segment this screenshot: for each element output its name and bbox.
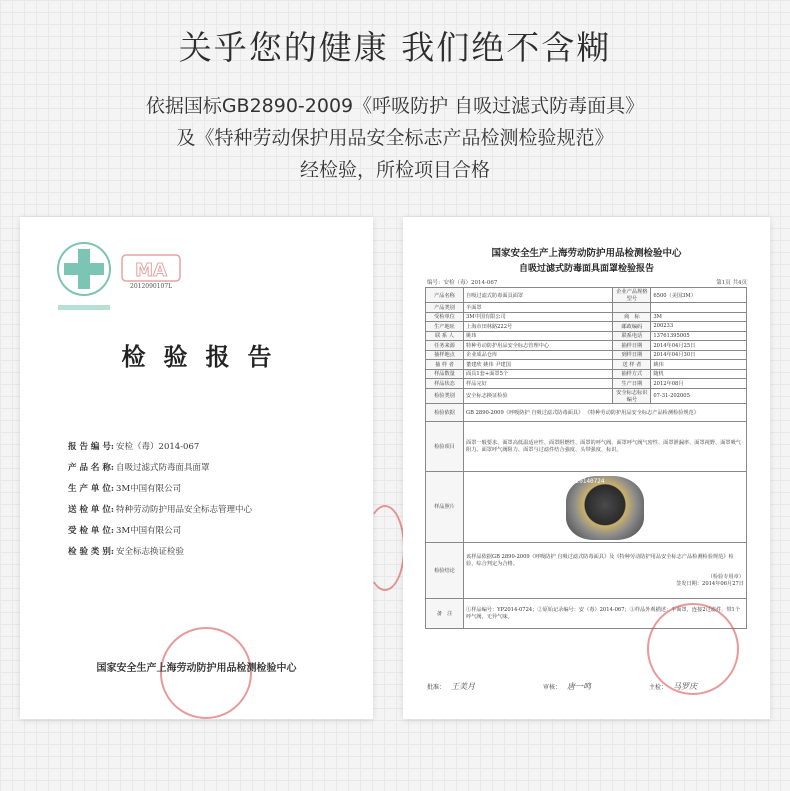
field-value: 姚伟	[651, 360, 747, 370]
field-label	[613, 303, 651, 313]
cover-field: 检 验 类 别: 安全标志换证检验	[68, 547, 185, 557]
field-label: 产品类别	[426, 303, 464, 313]
cover-field: 送 检 单 位: 特种劳动防护用品安全标志管理中心	[68, 505, 253, 515]
field-label: 生产日期	[613, 379, 651, 389]
field-label: 产品名称	[426, 288, 464, 303]
reviewer-signature: 审核： 唐一鸣	[543, 682, 592, 691]
field-label: 抽样地点	[426, 350, 464, 360]
safety-cross-seal-icon	[54, 237, 114, 317]
table-row	[426, 379, 747, 389]
report-number: 编号：安检（毒）2014-067	[427, 280, 498, 286]
table-row: 检验结论 该样品依据GB 2890-2009《呼吸防护 自吸过滤式防毒面具》及《特种劳动防护用品安全标志产品检测检验规范》检验，综合判定为合格。 （检验专用章） 签发日期：2014年06月27日	[426, 542, 747, 598]
partial-seal-stamp	[365, 505, 405, 591]
field-label: 到样日期	[613, 350, 651, 360]
field-value: 自吸过滤式防毒面具面罩	[464, 288, 613, 303]
form-meta	[427, 278, 747, 286]
field-value: 3M	[651, 312, 747, 322]
table-row	[426, 312, 747, 322]
inspection-report-form	[403, 217, 770, 719]
report-cover-page	[20, 217, 373, 719]
field-value: 2014年04月30日	[651, 350, 747, 360]
cover-field: 生 产 单 位: 3M中国有限公司	[68, 484, 182, 494]
field-value: 姚玮	[464, 331, 613, 341]
field-value: 13761395005	[651, 331, 747, 341]
field-label: 样品数量	[426, 369, 464, 379]
field-value: 07-31-202005	[651, 388, 747, 403]
field-value: 安全标志换证检验	[464, 388, 613, 403]
field-label: 检验类别	[426, 388, 464, 403]
cover-title: 检验报告	[121, 342, 290, 371]
sample-photo	[466, 472, 744, 542]
photo-tag: P20140724	[572, 477, 605, 485]
field-label: 抽样日期	[613, 341, 651, 351]
cover-issuer: 国家安全生产上海劳动防护用品检测检验中心	[96, 663, 297, 674]
conclusion-text: 该样品依据GB 2890-2009《呼吸防护 自吸过滤式防毒面具》及《特种劳动防护用品安全标志产品检测检验规范》检验，综合判定为合格。	[466, 554, 734, 567]
field-value: 样品完好	[464, 379, 613, 389]
field-label: 联系电话	[613, 331, 651, 341]
field-label: 安全标志标识编号	[613, 388, 651, 403]
cover-field-list	[68, 437, 252, 563]
field-value	[651, 303, 747, 313]
field-label: 受检单位	[426, 312, 464, 322]
table-row	[426, 303, 747, 313]
field-value: 面具1套+面罩5个	[464, 369, 613, 379]
ma-certification-logo	[120, 251, 182, 285]
respirator-mask-image	[566, 476, 644, 540]
field-label: 抽 样 者	[426, 360, 464, 370]
field-value: 上海市田林路222号	[464, 322, 613, 332]
hero-line-2: 及《特种劳动保护用品安全标志产品检测检验规范》	[176, 127, 614, 149]
table-row	[426, 388, 747, 403]
hero-title: 关乎您的健康 我们绝不含糊	[178, 28, 612, 67]
table-row	[426, 369, 747, 379]
table-row	[426, 360, 747, 370]
field-label: 商 标	[613, 312, 651, 322]
table-row	[426, 322, 747, 332]
cover-field: 报 告 编 号: 安检（毒）2014-067	[68, 442, 200, 452]
certification-code: 2012090107L	[130, 283, 173, 290]
field-label: 邮政编码	[613, 322, 651, 332]
table-row: 样品照片 P20140724	[426, 471, 747, 542]
field-value: 半面罩	[464, 303, 613, 313]
field-value: 3M中国有限公司	[464, 312, 613, 322]
ma-logo-text: MA	[135, 260, 167, 281]
cover-field: 受 检 单 位: 3M中国有限公司	[68, 526, 182, 536]
form-header-org: 国家安全生产上海劳动防护用品检测检验中心	[491, 248, 682, 259]
cover-field: 产 品 名 称: 自吸过滤式防毒面具面罩	[68, 463, 210, 473]
approver-signature: 批准： 王美月	[427, 682, 476, 691]
hero-line-3: 经检验，所检项目合格	[299, 159, 490, 181]
table-row: 检验项目 面罩一般要求、面罩高低温适应性、面罩阻燃性、面罩的呼气阀、面罩呼气阀气密性、面罩泄漏率、面罩视野、面罩吸气阻力、面罩呼气阀阻力、面罩与过滤件结合强度、头带强度、标识。	[426, 421, 747, 471]
field-value: 特种劳动防护用品安全标志管理中心	[464, 341, 613, 351]
inspection-table	[425, 287, 747, 629]
field-label: 样品状态	[426, 379, 464, 389]
page-indicator: 第1页 共4页	[716, 280, 747, 286]
field-label: 生产地址	[426, 322, 464, 332]
form-header-title: 自吸过滤式防毒面具面罩检验报告	[518, 264, 654, 274]
field-label: 企业产品规格型号	[613, 288, 651, 303]
issue-date: 签发日期：2014年06月27日	[676, 581, 744, 587]
stamp-note: （检验专用章）	[707, 574, 744, 580]
table-row	[426, 341, 747, 351]
field-value: 董建欣 姚伟 尹建国	[464, 360, 613, 370]
table-row	[426, 331, 747, 341]
field-label: 抽样方式	[613, 369, 651, 379]
table-row: 检验依据 GB 2890-2009《呼吸防护 自吸过滤式防毒面具》 《特种劳动防护用品安全标志产品检测检验规范》	[426, 403, 747, 421]
table-row: 备 注 ①样品编号：YP2014-0724；②原始记录编号：安（毒）2014-067；③样品外观描述：半面罩，连接2过滤件，带1个呼气阀，无异气味。	[426, 598, 747, 628]
field-label: 联 系 人	[426, 331, 464, 341]
field-value: 200233	[651, 322, 747, 332]
main-inspector-signature: 主检： 马罗庆	[649, 682, 698, 691]
hero-description	[0, 90, 790, 186]
hero-line-1: 依据国标GB2890-2009《呼吸防护 自吸过滤式防毒面具》	[145, 95, 645, 117]
field-value: 企业成品仓库	[464, 350, 613, 360]
table-row	[426, 288, 747, 303]
field-value: 2012年08月	[651, 379, 747, 389]
field-value: 2014年04月25日	[651, 341, 747, 351]
table-row	[426, 350, 747, 360]
field-label: 任务来源	[426, 341, 464, 351]
field-value: 6500（美国3M）	[651, 288, 747, 303]
field-label: 送 样 者	[613, 360, 651, 370]
field-value: 随机	[651, 369, 747, 379]
